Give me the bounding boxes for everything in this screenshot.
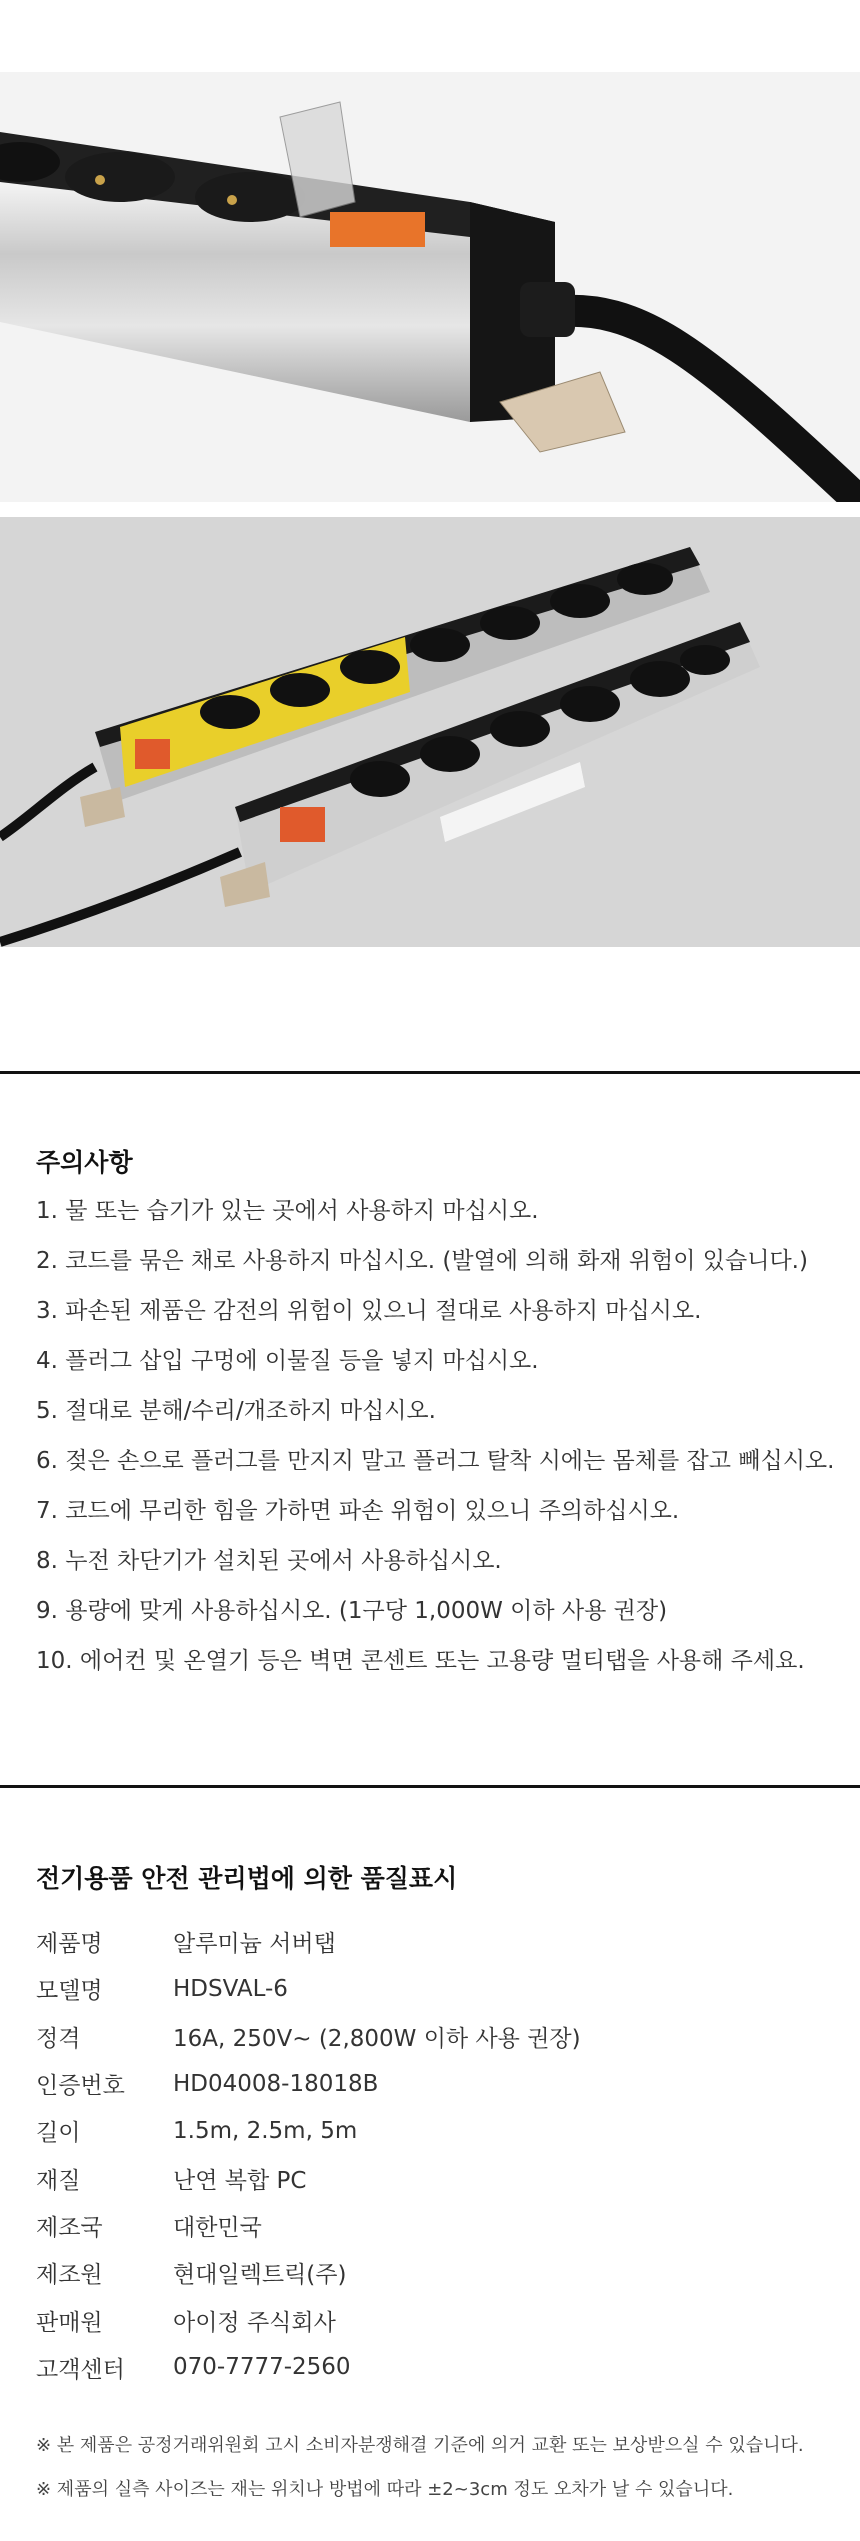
spec-value: 070-7777-2560 <box>173 2354 351 2381</box>
caution-item: 6. 젖은 손으로 플러그를 만지지 말고 플러그 탈착 시에는 몸체를 잡고 빼십시오. <box>36 1448 835 1474</box>
caution-list <box>36 1186 834 1686</box>
spec-label: 길이 <box>36 2120 81 2147</box>
spec-label: 제조국 <box>36 2214 103 2241</box>
spec-row <box>36 2202 581 2249</box>
spec-row <box>36 2249 581 2296</box>
caution-item: 9. 용량에 맞게 사용하십시오. (1구당 1,000W 이하 사용 권장) <box>36 1598 668 1624</box>
caution-item: 8. 누전 차단기가 설치된 곳에서 사용하십시오. <box>36 1548 502 1574</box>
spec-value: 1.5m, 2.5m, 5m <box>173 2117 358 2144</box>
caution-item: 2. 코드를 묶은 채로 사용하지 마십시오. (발열에 의해 화재 위험이 있습니다.) <box>36 1248 808 1274</box>
caution-item: 7. 코드에 무리한 힘을 가하면 파손 위험이 있으니 주의하십시오. <box>36 1498 680 1524</box>
footnotes <box>36 2424 804 2512</box>
spec-label: 정격 <box>36 2025 81 2052</box>
spec-value: HD04008-18018B <box>173 2070 379 2097</box>
section-divider <box>0 1785 860 1788</box>
caution-title: 주의사항 <box>36 1148 133 1177</box>
spec-title: 전기용품 안전 관리법에 의한 품질표시 <box>36 1864 458 1893</box>
spec-label: 인증번호 <box>36 2073 125 2100</box>
spec-row <box>36 2060 581 2107</box>
spec-value: 대한민국 <box>173 2214 262 2241</box>
caution-item: 3. 파손된 제품은 감전의 위험이 있으니 절대로 사용하지 마십시오. <box>36 1298 702 1324</box>
spec-value: 알루미늄 서버탭 <box>173 1931 336 1958</box>
spec-value: 아이정 주식회사 <box>173 2309 336 2336</box>
spec-value: HDSVAL-6 <box>173 1975 288 2002</box>
spec-label: 판매원 <box>36 2309 103 2336</box>
spec-row <box>36 1918 581 1965</box>
spec-label: 재질 <box>36 2167 81 2194</box>
footnote: ※ 제품의 실측 사이즈는 재는 위치나 방법에 따라 ±2~3cm 정도 오차가 날 수 있습니다. <box>36 2479 734 2500</box>
product-photo-closeup <box>0 72 860 502</box>
caution-item: 10. 에어컨 및 온열기 등은 벽면 콘센트 또는 고용량 멀티탭을 사용해 주세요. <box>36 1648 805 1674</box>
caution-item: 1. 물 또는 습기가 있는 곳에서 사용하지 마십시오. <box>36 1198 539 1224</box>
spec-label: 제조원 <box>36 2262 103 2289</box>
caution-item: 5. 절대로 분해/수리/개조하지 마십시오. <box>36 1398 436 1424</box>
spec-row <box>36 1965 581 2012</box>
section-divider <box>0 1071 860 1074</box>
spec-table <box>36 1918 581 2391</box>
caution-item: 4. 플러그 삽입 구멍에 이물질 등을 넣지 마십시오. <box>36 1348 539 1374</box>
footnote: ※ 본 제품은 공정거래위원회 고시 소비자분쟁해결 기준에 의거 교환 또는 보상받으실 수 있습니다. <box>36 2435 804 2456</box>
spec-label: 제품명 <box>36 1931 103 1958</box>
spec-value: 난연 복합 PC <box>173 2167 307 2194</box>
product-photo-two-strips <box>0 517 860 947</box>
spec-value: 16A, 250V~ (2,800W 이하 사용 권장) <box>173 2025 581 2052</box>
spec-value: 현대일렉트릭(주) <box>173 2262 347 2289</box>
spec-label: 모델명 <box>36 1978 103 2005</box>
spec-label: 고객센터 <box>36 2356 125 2383</box>
spec-row <box>36 2107 581 2154</box>
spec-row <box>36 2296 581 2343</box>
spec-row <box>36 2154 581 2201</box>
spec-row <box>36 2344 581 2391</box>
spec-row <box>36 2013 581 2060</box>
